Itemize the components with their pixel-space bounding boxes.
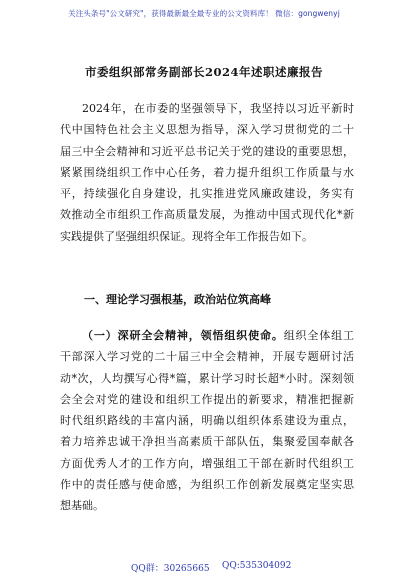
paragraph-line: 作中的责任感与使命感，为组织工作创新发展奠定坚实思 — [60, 478, 354, 492]
paragraph-line: 干部深入学习党的二十届三中全会精神，开展专题研讨活 — [60, 350, 354, 364]
paragraph-line: 效推动全市组织工作高质量发展，为推动中国式现代化*新 — [60, 208, 354, 222]
paragraph-line: 着力培养忠诚干净担当高素质干部队伍，集聚爱国奉献各 — [60, 435, 354, 449]
paragraph-line: 时代组织路线的丰富内涵，明确以组织体系建设为重点， — [60, 414, 354, 428]
paragraph-line: 方面优秀人才的工作方向，增强组工干部在新时代组织工 — [60, 456, 354, 470]
paragraph-line: 动*次，人均撰写心得*篇，累计学习时长超*小时。深刻领 — [60, 371, 354, 385]
paragraph-text: 组织全体组工 — [283, 329, 355, 342]
paragraph-line: 平，持续强化自身建设，扎实推进党风廉政建设，务实有 — [60, 187, 354, 201]
paragraph-line: 会全会对党的建设和组织工作提出的新要求，精准把握新 — [60, 392, 354, 406]
paragraph-line: 想基础。 — [60, 499, 104, 513]
intro-paragraph — [60, 98, 354, 247]
subsection-paragraph — [60, 325, 354, 517]
subsection-lead: （一）深研全会精神，领悟组织使命。 — [82, 329, 284, 342]
paragraph-line: 实践提供了坚强组织保证。现将全年工作报告如下。 — [60, 229, 313, 243]
footer-qq-group: QQ群：30265665 — [131, 564, 210, 574]
section-heading: 一、理论学习强根基，政治站位筑高峰 — [84, 293, 271, 306]
paragraph-line: 紧紧围绕组织工作中心任务，着力提升组织工作质量与水 — [60, 165, 354, 179]
footer-qq-number: QQ:535304092 — [222, 561, 292, 571]
paragraph-line: 2024年，在市委的坚强领导下，我坚持以习近平新时 — [82, 102, 354, 115]
paragraph-line: 代中国特色社会主义思想为指导，深入学习贯彻党的二十 — [60, 123, 354, 137]
header-promo-note: 关注头条号"公文研究"，获得最新最全最专业的公文资料库！ 微信：gongwenyj — [68, 9, 340, 18]
document-title: 市委组织部常务副部长2024年述职述廉报告 — [84, 65, 323, 79]
paragraph-line: 届三中全会精神和习近平总书记关于党的建设的重要思想， — [60, 144, 354, 158]
paragraph-line — [60, 325, 354, 346]
